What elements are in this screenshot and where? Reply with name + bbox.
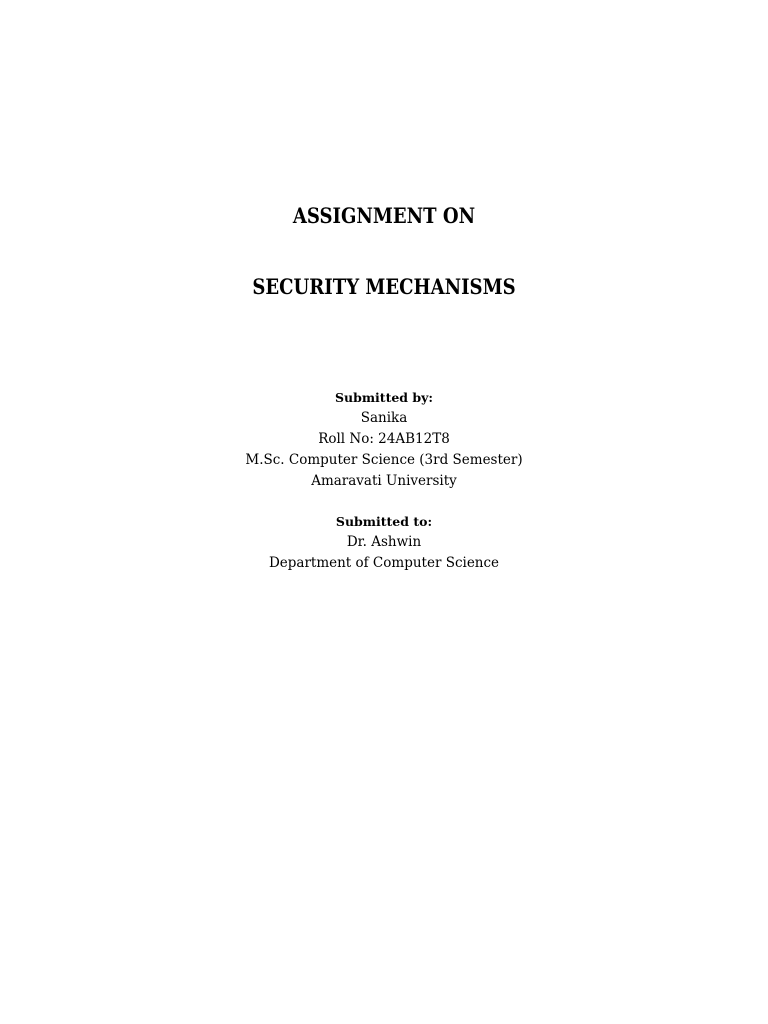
university: Amaravati University xyxy=(311,473,457,489)
recipient-name: Dr. Ashwin xyxy=(346,534,422,550)
roll-number: Roll No: 24AB12T8 xyxy=(318,431,450,447)
title-line-2: SECURITY MECHANISMS xyxy=(252,274,516,299)
title-line-1: ASSIGNMENT ON xyxy=(292,203,476,228)
program: M.Sc. Computer Science (3rd Semester) xyxy=(245,452,523,468)
submitted-by-heading: Submitted by: xyxy=(334,390,434,405)
department: Department of Computer Science xyxy=(268,555,500,571)
submitted-to-heading: Submitted to: xyxy=(335,514,433,529)
submitter-name: Sanika xyxy=(360,410,408,426)
